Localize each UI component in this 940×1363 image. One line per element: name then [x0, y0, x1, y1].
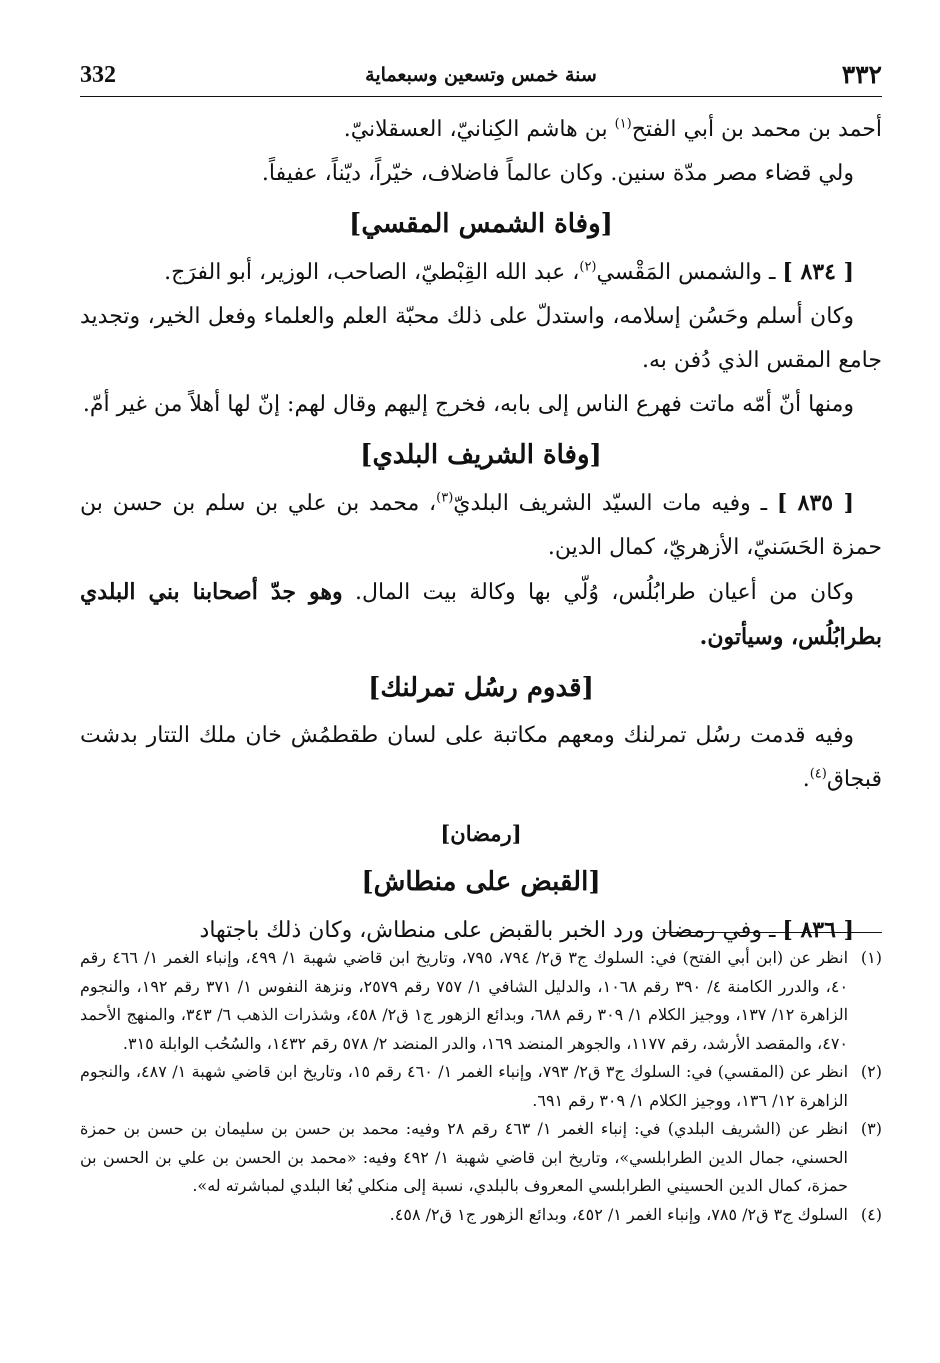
- page-number-arabic: ٣٣٢: [841, 60, 882, 89]
- text-run: ـ وفي رمضان ورد الخبر بالقبض على منطاش، وكان ذلك باجتهاد: [199, 918, 783, 943]
- paragraph: [80, 108, 882, 152]
- footnote-label: (٣): [860, 1119, 882, 1138]
- paragraph: ومنها أنّ أمّه ماتت فهرع الناس إلى بابه، فخرج إليهم وقال لهم: إنّ لها أهلاً من غير أمّ.: [82, 392, 854, 417]
- text-run: .: [802, 767, 810, 792]
- footnote-label: (٤): [860, 1204, 882, 1224]
- text-run: ـ وفيه مات السيّد الشريف البلديّ: [453, 491, 777, 516]
- footnote-separator: [660, 932, 882, 933]
- entry-number: [ ٨٣٥ ]: [776, 490, 854, 516]
- footnote: [80, 1115, 882, 1201]
- footnote-ref: (١): [614, 116, 632, 132]
- running-title: سنة خمس وتسعين وسبعماية: [365, 64, 597, 86]
- section-heading: [وفاة الشريف البلدي]: [360, 440, 602, 470]
- page-header: [80, 56, 882, 97]
- paragraph: [80, 570, 882, 660]
- main-text: [80, 108, 882, 953]
- footnote-ref: (٣): [436, 490, 454, 506]
- bold-text: وهو جدّ أصحابنا بني البلدي بطرابُلُس، وسيأتون.: [80, 579, 882, 650]
- paragraph: [80, 714, 882, 802]
- page-number-latin: 332: [80, 62, 116, 88]
- section-heading: [وفاة الشمس المقسي]: [349, 209, 613, 239]
- footnote: [80, 944, 882, 1058]
- footnote-text: السلوك ج٣ ق٢/ ٧٨٥، وإنباء الغمر ١/ ٤٥٢، وبدائع الزهور ج١ ق٢/ ٤٥٨.: [389, 1204, 848, 1224]
- paragraph: وكان أسلم وحَسُن إسلامه، واستدلّ على ذلك محبّة العلم والعلماء وفعل الخير، وتجديد جامع المقس الذي دُفن به.: [80, 304, 882, 373]
- paragraph: ولي قضاء مصر مدّة سنين. وكان عالماً فاضلاف، خيّراً، ديّناً، عفيفاً.: [261, 161, 854, 186]
- footnote-text: انظر عن (الشريف البلدي) في: إنباء الغمر ١/ ٤٦٣ رقم ٢٨ وفيه: محمد بن حسن بن سليمان بن حسن بن حمزة الحسني، جمال الدين الطرابلسي»، وتاريخ ابن قاضي شهبة ١/ ٤٩٢ وفيه: «محمد بن الحسن بن علي بن الحسن بن حمزة، كمال الدين الحسيني الطرابلسي المعروف بالبلدي، نسبة إلى منكلي بُغا البلدي لمباشرته له».: [80, 1119, 849, 1195]
- footnotes: [80, 944, 882, 1229]
- section-heading: [القبض على منطاش]: [361, 867, 601, 897]
- text-run: ، محمد بن علي بن سلم بن حسن بن حمزة الحَسَنيّ، الأزهريّ، كمال الدين.: [80, 491, 882, 560]
- text-run: بن هاشم الكِنانيّ، العسقلانيّ.: [343, 117, 615, 142]
- entry-number: [ ٨٣٤ ]: [782, 259, 854, 285]
- footnote-text: انظر عن (المقسي) في: السلوك ج٣ ق٢/ ٧٩٣، وإنباء الغمر ١/ ٤٦٠ رقم ١٥، وتاريخ ابن قاضي شهبة ١/ ٤٨٧، والنجوم الزاهرة ١٢/ ١٣٦، ووجيز الكلام ١/ ٣٠٩ رقم ٦٩١.: [80, 1062, 849, 1110]
- section-subheading: [رمضان]: [440, 821, 522, 846]
- entry-number: [ ٨٣٦ ]: [782, 917, 854, 943]
- text-run: وكان من أعيان طرابُلُس، وُلّي بها وكالة بيت المال.: [342, 580, 854, 605]
- footnote-ref: (٤): [809, 766, 827, 782]
- text-run: وفيه قدمت رسُل تمرلنك ومعهم مكاتبة على لسان طقطمُش خان ملك التتار بدشت قبجاق: [80, 723, 882, 792]
- section-heading: [قدوم رسُل تمرلنك]: [368, 673, 594, 703]
- footnote-label: (١): [860, 948, 882, 967]
- footnote: [80, 1058, 882, 1115]
- footnote-ref: (٢): [579, 259, 597, 275]
- footnote-label: (٢): [860, 1062, 882, 1081]
- footnote: [80, 1201, 882, 1230]
- paragraph: [80, 481, 882, 570]
- paragraph: [80, 250, 882, 295]
- footnote-text: انظر عن (ابن أبي الفتح) في: السلوك ج٣ ق٢/ ٧٩٤، ٧٩٥، وتاريخ ابن قاضي شهبة ١/ ٤٩٩، وإنباء الغمر ١/ ٤٦٦ رقم ٤٠، والدرر الكامنة ٤/ ٣٩٠ رقم ١٠٦٨، والدليل الشافي ١/ ٧٥٧ رقم ٢٥٧٩، ونزهة النفوس ١/ ٣٧١ رقم ١٩٢، والنجوم الزاهرة ١٢/ ١٣٧، ووجيز الكلام ١/ ٣٠٩ رقم ٦٨٨، وبدائع الزهور ج١ ق٢/ ٤٥٨، وشذرات الذهب ٦/ ٣٤٣، والمنهج الأحمد ٤٧٠، والمقصد الأرشد، رقم ١١٧٧، والجوهر المنضد ١٦٩، والدر المنضد ٢/ ٥٧٨ رقم ١٤٣٢، والسُحُب الوابلة ٣١٥.: [80, 948, 849, 1053]
- text-run: أحمد بن محمد بن أبي الفتح: [631, 117, 882, 142]
- text-run: ، عبد الله القِبْطيّ، الصاحب، الوزير، أبو الفرَج.: [164, 260, 580, 285]
- text-run: ـ والشمس المَقْسي: [596, 260, 783, 285]
